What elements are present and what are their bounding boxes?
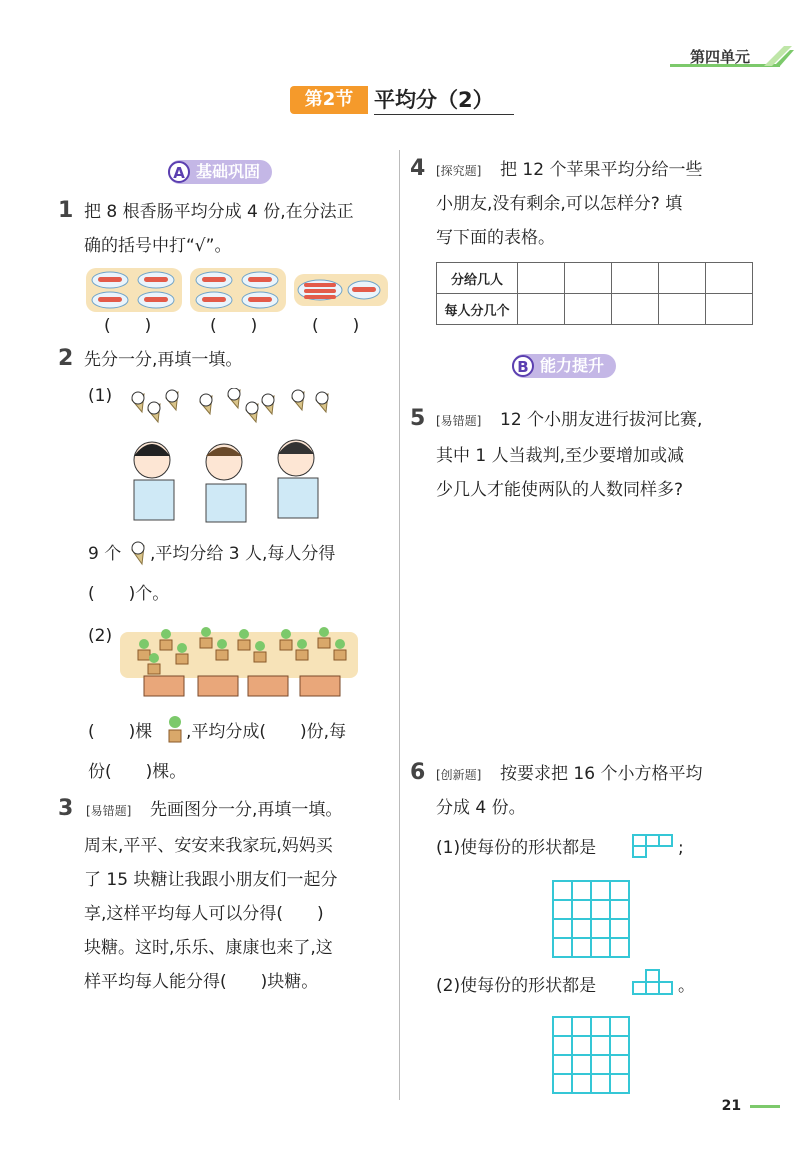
q1-line1: 把 8 根香肠平均分成 4 份,在分法正 bbox=[84, 202, 354, 222]
question-tag: [创新题] bbox=[436, 768, 482, 782]
table-cell[interactable] bbox=[565, 294, 612, 325]
q6-grid-1[interactable] bbox=[552, 880, 630, 958]
ice-cream-icon bbox=[128, 540, 150, 566]
q4-table bbox=[436, 262, 753, 325]
question-number: 2 bbox=[58, 346, 74, 371]
q6-line1: 按要求把 16 个小方格平均 bbox=[500, 764, 703, 784]
table-header-cell: 每人分几个 bbox=[437, 294, 518, 325]
title-underline bbox=[374, 114, 514, 115]
question-number: 3 bbox=[58, 796, 74, 821]
badge-label: 能力提升 bbox=[540, 356, 605, 375]
q6-part2-text: (2)使每份的形状都是 bbox=[436, 976, 597, 996]
q3-line4[interactable]: 享,这样平均每人可以分得( ) bbox=[84, 904, 324, 924]
unit-header bbox=[670, 40, 800, 70]
question-number: 6 bbox=[410, 760, 426, 785]
q4-line1: 把 12 个苹果平均分给一些 bbox=[500, 160, 703, 180]
table-cell[interactable] bbox=[612, 294, 659, 325]
badge-advanced bbox=[512, 354, 616, 378]
seedling-icon bbox=[164, 714, 186, 744]
q2-p2-line2[interactable]: 份( )棵。 bbox=[88, 762, 187, 782]
q1-line2: 确的括号中打“√”。 bbox=[84, 236, 232, 256]
q6-part1-text: (1)使每份的形状都是 bbox=[436, 838, 597, 858]
question-tag: [易错题] bbox=[86, 804, 132, 818]
table-row bbox=[437, 294, 753, 325]
q2-p1-line1a: 9 个 bbox=[88, 544, 122, 564]
q6-part1-end: ; bbox=[678, 838, 684, 858]
q3-line1: 先画图分一分,再填一填。 bbox=[150, 800, 343, 820]
seedlings-image bbox=[120, 622, 358, 702]
q1-blank-3[interactable]: ( ) bbox=[312, 316, 360, 336]
page-bar bbox=[750, 1105, 780, 1108]
q2-part1-label: (1) bbox=[88, 386, 113, 406]
question-tag: [探究题] bbox=[436, 164, 482, 178]
table-row bbox=[437, 263, 753, 294]
table-cell[interactable] bbox=[612, 263, 659, 294]
table-cell[interactable] bbox=[659, 294, 706, 325]
q5-line1: 12 个小朋友进行拔河比赛, bbox=[500, 410, 703, 430]
question-number: 5 bbox=[410, 406, 426, 431]
q1-blank-1[interactable]: ( ) bbox=[104, 316, 152, 336]
ice-cream-kids-image bbox=[126, 388, 340, 524]
q6-part2-end: 。 bbox=[678, 976, 695, 996]
q3-line6[interactable]: 样平均每人能分得( )块糖。 bbox=[84, 972, 319, 992]
column-divider bbox=[399, 150, 400, 1100]
table-cell[interactable] bbox=[518, 263, 565, 294]
q3-line5: 块糖。这时,乐乐、康康也来了,这 bbox=[84, 938, 333, 958]
q6-line2: 分成 4 份。 bbox=[436, 798, 526, 818]
q4-line2: 小朋友,没有剩余,可以怎样分? 填 bbox=[436, 194, 683, 214]
table-header-cell: 分给几人 bbox=[437, 263, 518, 294]
q3-line3: 了 15 块糖让我跟小朋友们一起分 bbox=[84, 870, 338, 890]
unit-label: 第四单元 bbox=[690, 48, 751, 66]
q4-line3: 写下面的表格。 bbox=[436, 228, 555, 248]
q2-p1-line2[interactable]: ( )个。 bbox=[88, 584, 170, 604]
table-cell[interactable] bbox=[565, 263, 612, 294]
q1-blank-2[interactable]: ( ) bbox=[210, 316, 258, 336]
badge-basic bbox=[168, 160, 272, 184]
table-cell[interactable] bbox=[706, 294, 753, 325]
q5-line3: 少几人才能使两队的人数同样多? bbox=[436, 480, 684, 500]
table-cell[interactable] bbox=[659, 263, 706, 294]
q5-line2: 其中 1 人当裁判,至少要增加或减 bbox=[436, 446, 685, 466]
page-number bbox=[722, 1098, 780, 1114]
table-cell[interactable] bbox=[706, 263, 753, 294]
section-name: 平均分（2） bbox=[374, 88, 494, 112]
page-number-text: 21 bbox=[721, 1098, 742, 1114]
table-cell[interactable] bbox=[518, 294, 565, 325]
q2-p2-line1a[interactable]: ( )棵 bbox=[88, 722, 153, 742]
question-tag: [易错题] bbox=[436, 414, 482, 428]
sausage-plates-image bbox=[86, 268, 388, 312]
q2-text: 先分一分,再填一填。 bbox=[84, 350, 243, 370]
badge-letter: B bbox=[512, 355, 534, 377]
q2-p1-line1b: ,平均分给 3 人,每人分得 bbox=[150, 544, 336, 564]
q2-p2-line1b[interactable]: ,平均分成( )份,每 bbox=[186, 722, 347, 742]
stripes-icon bbox=[754, 42, 794, 68]
q3-line2: 周末,平平、安安来我家玩,妈妈买 bbox=[84, 836, 333, 856]
l-shape-icon bbox=[632, 834, 676, 860]
q2-part2-label: (2) bbox=[88, 626, 113, 646]
question-number: 4 bbox=[410, 156, 426, 181]
q6-grid-2[interactable] bbox=[552, 1016, 630, 1094]
badge-letter: A bbox=[168, 161, 190, 183]
section-tag: 第2节 bbox=[290, 86, 368, 114]
section-title bbox=[290, 86, 520, 116]
t-shape-icon bbox=[632, 968, 676, 998]
question-number: 1 bbox=[58, 198, 74, 223]
badge-label: 基础巩固 bbox=[196, 162, 261, 181]
